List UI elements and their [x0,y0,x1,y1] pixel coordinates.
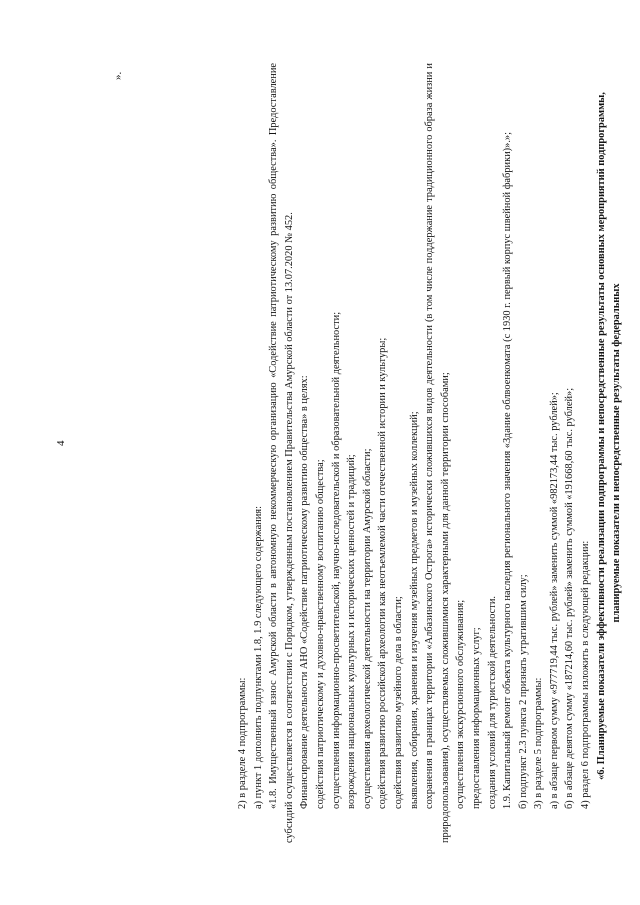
paragraph: б) подпункт 2.3 пункта 2 признать утратившим силу; [517,574,529,809]
page-number: 4 [55,440,67,446]
section-heading: «6. Планируемые показатели эффективности реализации подпрограммы и непосредственные результаты основных мероприятий подпрограммы, планируемые показатели и непосредственные результаты федеральных [595,92,623,780]
paragraph: осуществления археологической деятельности на территории Амурской области; [361,448,373,809]
closing-quote: ». [112,71,124,80]
paragraph: б) в абзаце девятом сумму «187214,60 тыс. рублей» заменить суммой «191668,60 тыс. рублей»; [564,387,576,809]
paragraph: содействия патриотическому и духовно-нравственному воспитанию общества; [314,459,326,809]
document-body [235,63,640,843]
paragraph: 3) в разделе 5 подпрограммы: [533,677,545,809]
paragraph: 4) раздел 6 подпрограммы изложить в следующей редакции: [580,540,592,809]
paragraph: осуществления информационно-просветительской, научно-исследовательской и образовательной деятельности; [330,311,342,809]
paragraph: а) пункт 1 дополнить подпунктами 1.8, 1.9 следующего содержания: [252,506,264,809]
paragraph: содействия развитию российской археологии как неотъемлемой части отечественной истории и культуры; [377,337,389,809]
paragraph: содействия развитию музейного дела в области; [392,596,404,809]
paragraph: 2) в разделе 4 подпрограммы: [237,677,248,809]
paragraph: «1.8. Имущественный взнос Амурской области в автономную некоммерческую организацию «Содействие патриотическому развитию общества». Предоставление субсидий осуществляется в соответствии с Порядком, утвержденным постановлением Правительства Амурской области от 13.07.2020 № 452. [268,63,295,843]
paragraph: сохранения в границах территории «Албазинского Острога» исторически сложившихся видов деятельности (в том числе поддержание традиционного образа жизни и природопользования), осуществляемых сложившимися характерными для данной территории способами; [424,63,451,843]
paragraph: Финансирование деятельности АНО «Содействие патриотическому развитию общества» в целях: [299,375,311,809]
paragraph: осуществления экскурсионного обслуживания; [455,599,467,809]
paragraph: возрождения национальных культурных и исторических ценностей и традиций; [346,454,358,809]
paragraph: 1.9. Капитальный ремонт объекта культурного наследия регионального значения «Здание облвоенкомата (с 1930 г. первый корпус швейной фабрики)».»; [502,131,514,809]
paragraph: предоставления информационных услуг; [470,627,482,809]
paragraph: а) в абзаце первом сумму «977719,44 тыс. рублей» заменить суммой «982173,44 тыс. рублей»; [548,392,560,809]
paragraph: выявления, собирания, хранения и изучения музейных предметов и музейных коллекций; [408,411,420,809]
paragraph: создания условий для туристской деятельности. [486,596,498,809]
